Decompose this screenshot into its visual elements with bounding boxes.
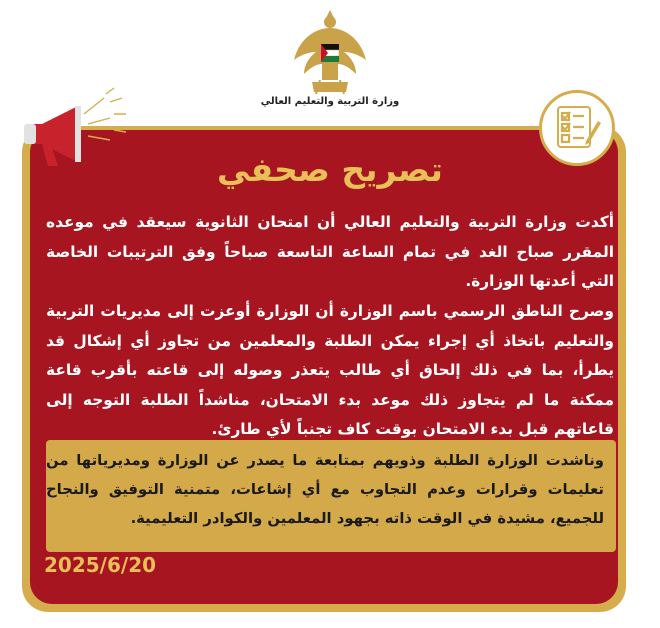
statement-date: 2025/6/20 (44, 553, 157, 577)
paragraph-3: وناشدت الوزارة الطلبة وذويهم بمتابعة ما يصدر عن الوزارة ومديرياتها من تعليمات وقرارات وعدم التجاوب مع أي إشاعات، متمنية التوفيق والنجاح للجميع، مشيدة في الوقت ذاته بجهود المعلمين والكوادر التعليمية. (46, 452, 604, 527)
paragraph-1: أكدت وزارة التربية والتعليم العالي أن امتحان الثانوية سيعقد في موعده المقرر صباح الغد في تمام الساعة التاسعة صباحاً وفق الترتيبات الخاصة التي أعدتها الوزارة. (46, 213, 614, 291)
ministry-name: وزارة التربية والتعليم العالي (260, 96, 400, 107)
headline: تصريح صحفي (217, 150, 443, 189)
megaphone-icon (18, 84, 138, 174)
paragraph-2: وصرح الناطق الرسمي باسم الوزارة أن الوزارة أوعزت إلى مديريات التربية والتعليم باتخاذ أي إجراء يمكن الطلبة والمعلمين من تجاوز أي إشكال قد يطرأ، بما في ذلك إلحاق أي طالب يتعذر وصوله إلى قاعته بأقرب قاعة ممكنة ما لم يتجاوز ذلك موعد بدء الامتحان، مناشداً الطلبة التوجه إلى قاعاتهم قبل بدء الامتحان بوقت كاف تجنباً لأي طارئ. (46, 302, 614, 439)
checklist-icon (552, 103, 602, 153)
palestine-eagle-emblem-icon (290, 6, 370, 98)
